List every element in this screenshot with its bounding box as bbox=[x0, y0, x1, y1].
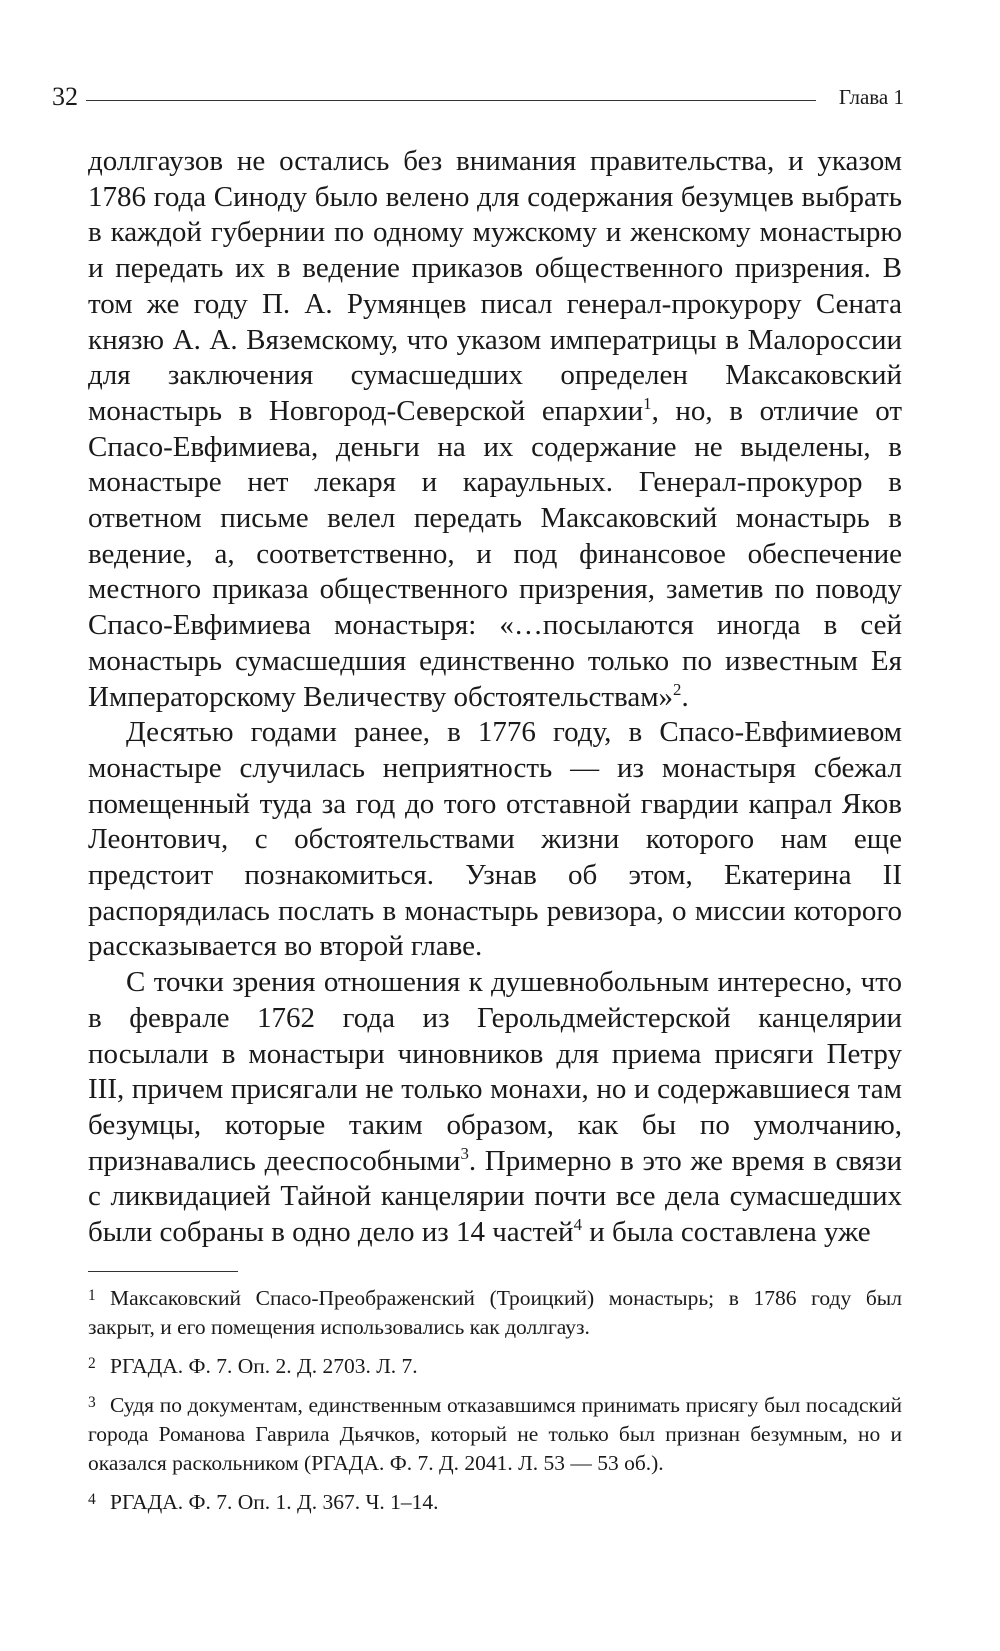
paragraph-1-text-c: . bbox=[681, 680, 689, 713]
footnote-3: 3 Судя по документам, единственным отказавшимся принимать присягу был посадский города Романова Гаврила Дьячков, который не только был признан безумным, но и оказался раскольником (РГАДА. Ф. 7. Д. 2041. Л. 53 — 53 об.). bbox=[88, 1393, 902, 1475]
paragraph-1-text-b: , но, в отличие от Спасо-Евфимиева, деньги на их содержание не выделены, в монастыре нет лекаря и караульных. Генерал-прокурор в ответном письме велел передать Максаковский монастырь в ведение, а, соответственно, и под финансовое обеспечение местного приказа общественного призрения, заметив по поводу Спасо-Евфимиева монастыря: «…посылаются иногда в сей монастырь сумасшедшия единственно только по известным Ея Императорскому Величеству обстоятельствам» bbox=[88, 394, 902, 713]
footnote-4: 4 РГАДА. Ф. 7. Оп. 1. Д. 367. Ч. 1–14. bbox=[88, 1490, 439, 1514]
paragraph-1-text-a: доллгаузов не остались без внимания правительства, и указом 1786 года Синоду было велено для содержания безумцев выбрать в каждой губернии по одному мужскому и женскому монастырю и передать их в ведение приказов общественного призрения. В том же году П. А. Румянцев писал генерал-прокурору Сената князю А. А. Вяземскому, что указом императрицы в Малороссии для заключения сумасшедших определен Максаковский монастырь в Новгород-Северской епархии bbox=[88, 145, 902, 427]
page-number: 32 bbox=[52, 82, 78, 111]
paragraph-3-text-a: С точки зрения отношения к душевнобольным интересно, что в феврале 1762 года из Герольдмейстерской канцелярии посылали в монастыри чиновников для приема присяги Петру III, причем присягали не только монахи, но и содержавшиеся там безумцы, которые таким образом, как бы по умолчанию, признавались дееспособными bbox=[88, 966, 902, 1177]
footnote-ref-2: 2 bbox=[673, 679, 682, 699]
paragraph-2: Десятью годами ранее, в 1776 году, в Спасо-Евфимиевом монастыре случилась неприятность — из монастыря сбежал помещенный туда за год до того отставной гвардии капрал Яков Леонтович, с обстоятельствами жизни которого нам еще предстоит познакомиться. Узнав об этом, Екатерина II распорядилась послать в монастырь ревизора, о миссии которого рассказывается во второй главе. bbox=[88, 716, 902, 963]
footnote-ref-1: 1 bbox=[643, 394, 652, 413]
footnotes bbox=[88, 1284, 902, 1527]
footnote-rule bbox=[88, 1271, 238, 1272]
footnote-ref-3: 3 bbox=[460, 1143, 469, 1163]
footnote-1: 1 Максаковский Спасо-Преображенский (Троицкий) монастырь; в 1786 году был закрыт, и его помещения использовались как доллгауз. bbox=[88, 1286, 902, 1339]
footnote-text-3: Судя по документам, единственным отказавшимся принимать присягу был посадский города Романова Гаврила Дьячков, который не только был признан безумным, но и оказался раскольником (РГАДА. Ф. 7. Д. 2041. Л. 53 — 53 об.). bbox=[88, 1393, 902, 1475]
paragraph-3-text-c: и была составлена уже bbox=[582, 1216, 871, 1249]
paragraph-3-text-b: . Примерно в это же время в связи с ликвидацией Тайной канцелярии почти все дела сумасшедших были собраны в одно дело из 14 частей bbox=[88, 1144, 902, 1249]
paragraph-3 bbox=[88, 965, 902, 1251]
paragraph-1 bbox=[88, 144, 902, 715]
footnote-text-2: РГАДА. Ф. 7. Оп. 2. Д. 2703. Л. 7. bbox=[110, 1354, 418, 1378]
footnote-2: 2 РГАДА. Ф. 7. Оп. 2. Д. 2703. Л. 7. bbox=[88, 1354, 418, 1378]
chapter-title: Глава 1 bbox=[838, 85, 904, 109]
footnote-text-1: Максаковский Спасо-Преображенский (Троицкий) монастырь; в 1786 году был закрыт, и его помещения использовались как доллгауз. bbox=[88, 1286, 902, 1339]
body-text bbox=[88, 144, 902, 1251]
running-header bbox=[52, 82, 904, 112]
footnote-ref-4: 4 bbox=[573, 1215, 582, 1235]
footnote-text-4: РГАДА. Ф. 7. Оп. 1. Д. 367. Ч. 1–14. bbox=[110, 1490, 439, 1514]
header-rule bbox=[86, 100, 816, 101]
